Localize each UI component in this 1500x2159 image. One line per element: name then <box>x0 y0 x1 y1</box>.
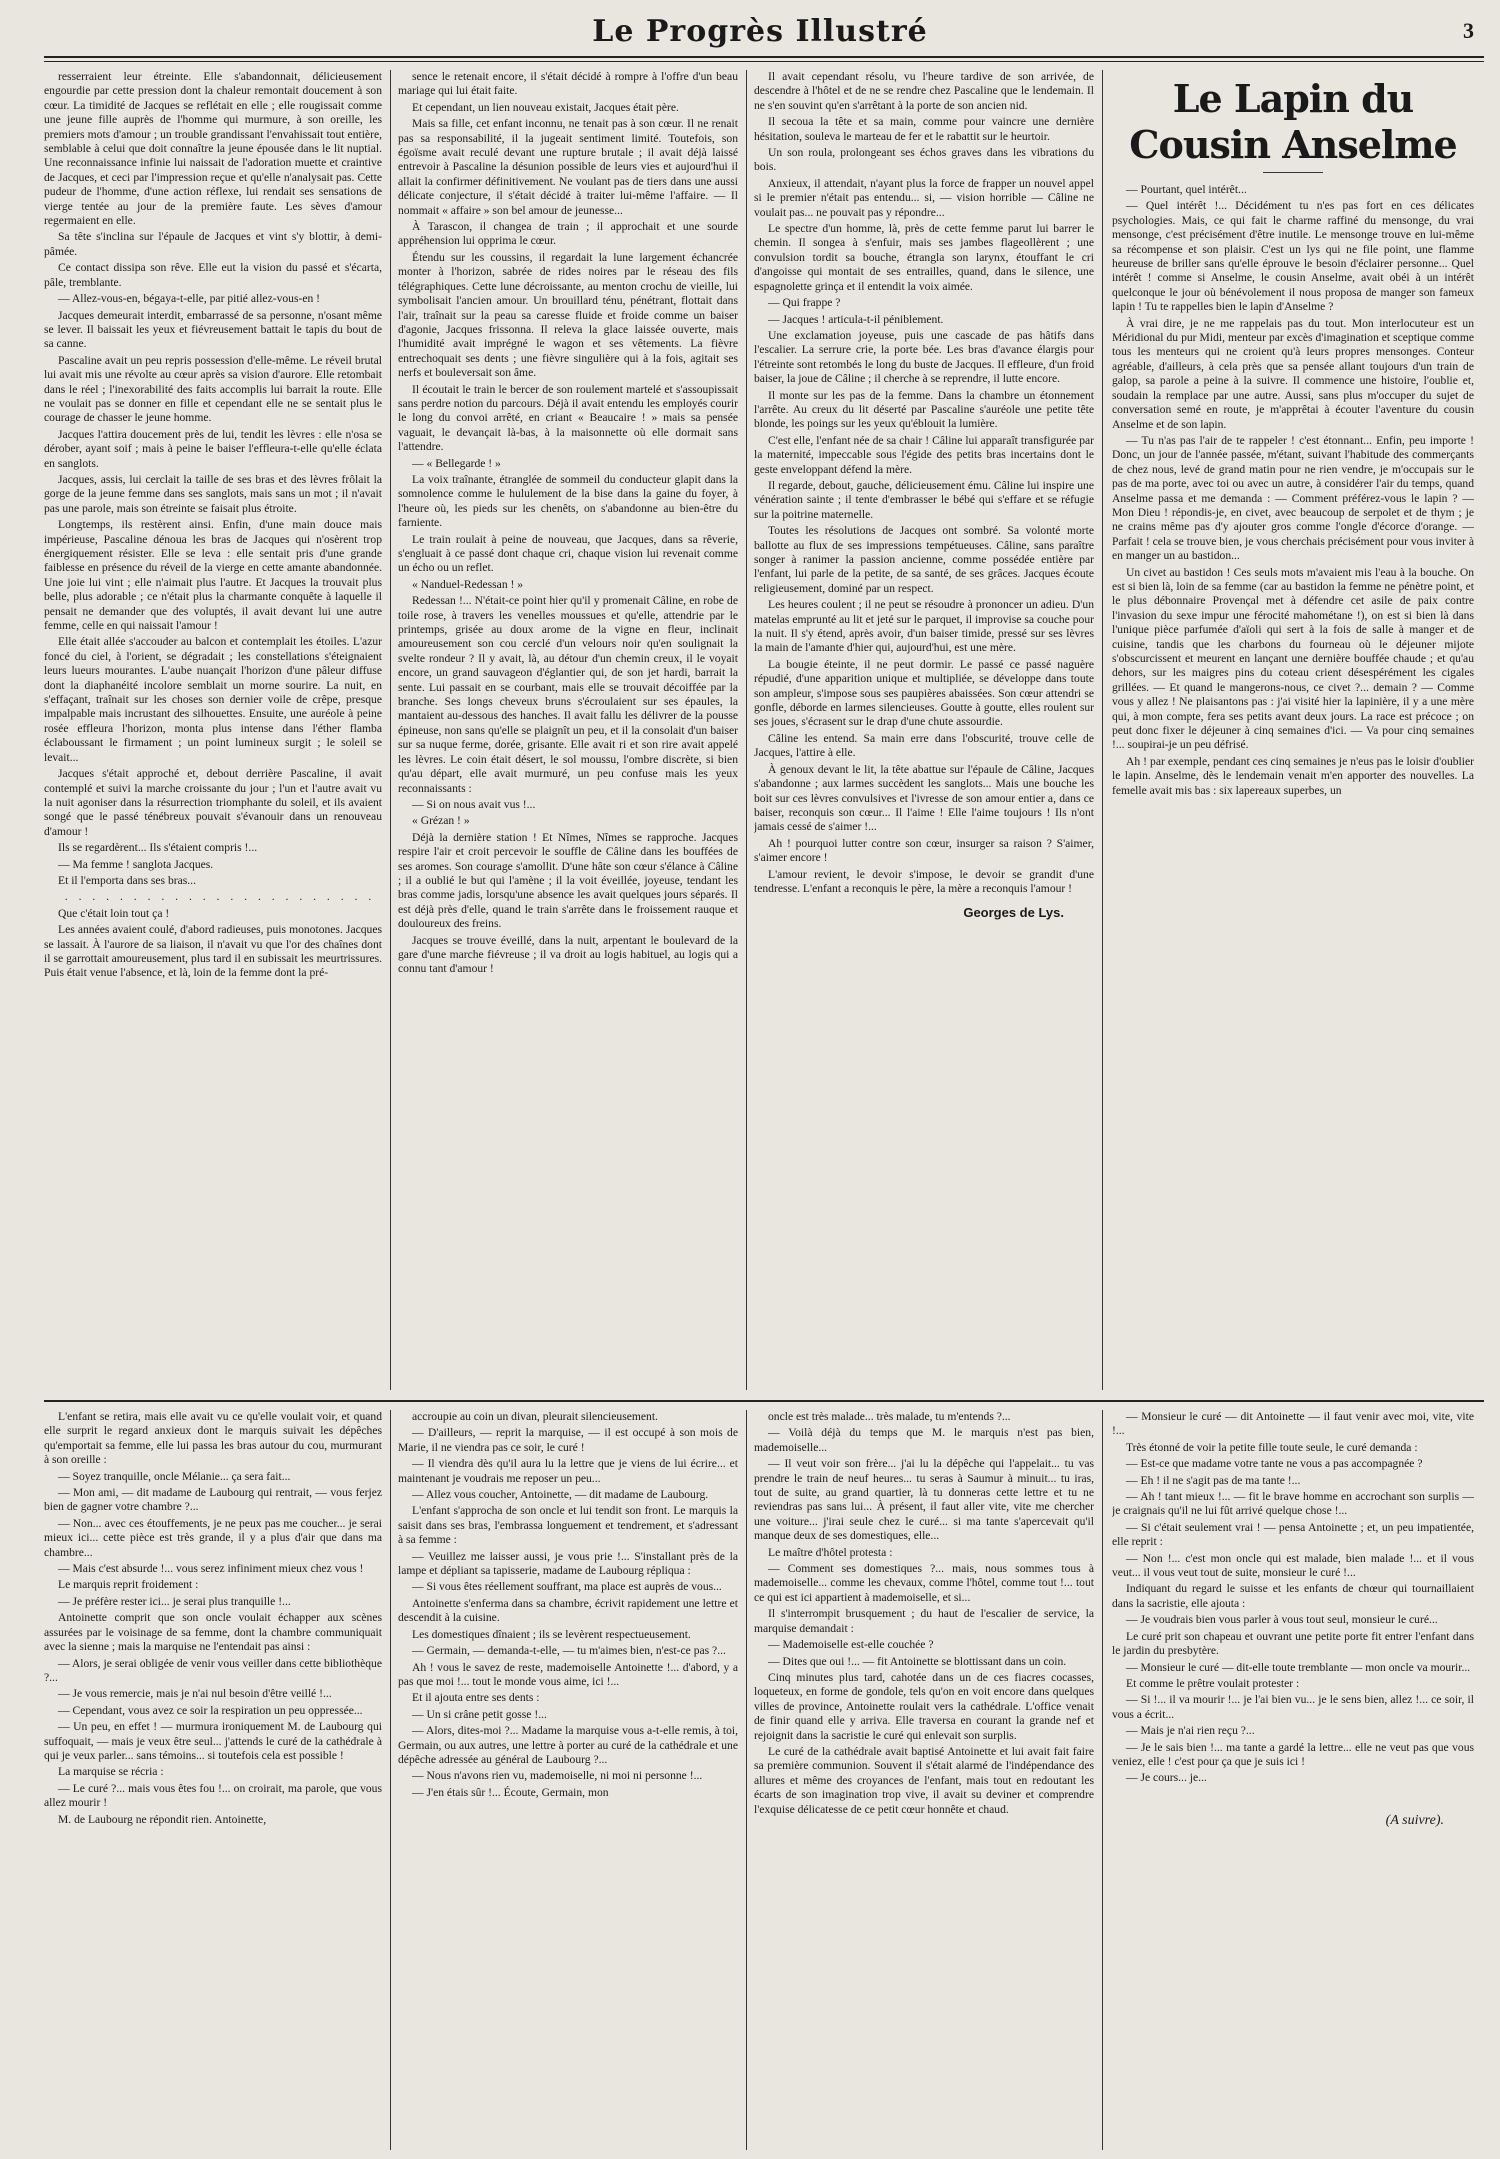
paragraph: — Alors, dites-moi ?... Madame la marquise vous a-t-elle remis, à toi, Germain, ou aux autres, une lettre à porter au curé de la cathédrale et une dépêche adressée au général de Laubourg ?... <box>398 1724 738 1766</box>
paragraph: Ils se regardèrent... Ils s'étaient compris !... <box>58 841 258 855</box>
paragraph: — Non... avec ces étouffements, je ne peux pas me coucher... je serai mieux ici... cette pièce est très grande, il y a plus d'air que dans ma chambre... <box>44 1516 382 1559</box>
paragraph: La bougie éteinte, il ne peut dormir. Le passé ce passé naguère répudié, d'une apparition unique et multipliée, se développe dans toute son ampleur, s'impose sous ses paupières abaissées. Son cœur attendri se gonfle, déborde en larmes silencieuses. Goutte à goutte, elles roulent sur ses joues, s'écrasent sur le drap d'une chute assourdie. <box>754 657 1094 729</box>
paragraph: — Allez-vous-en, bégaya-t-elle, par pitié allez-vous-en ! <box>58 292 321 306</box>
paragraph: Les domestiques dînaient ; ils se levèrent respectueusement. <box>412 1627 691 1641</box>
paragraph: Que c'était loin tout ça ! <box>58 906 170 920</box>
paragraph: — Il veut voir son frère... j'ai lu la dépêche qui l'appelait... tu vas prendre le train de neuf heures... tu seras à Saumur à minuit... tu iras, tout de suite, au grand quartier, là tu donneras cette lettre et tu ne reviendras pas sans lui... À présent, il faut aller vite, vite me chercher une voiture... j'irai seule chez le curé... si ma tante s'apercevait qu'il manque deux de ses domestiques, elle... <box>754 1457 1094 1543</box>
paragraph: Il secoua la tête et sa main, comme pour vaincre une dernière hésitation, souleva le marteau de fer et le rabattit sur le heurtoir. <box>754 115 1094 143</box>
paragraph: — Non !... c'est mon oncle qui est malade, bien malade !... et il vous veut... il vous veut tout de suite, monsieur le curé !... <box>1112 1551 1474 1580</box>
paragraph: Antoinette comprit que son oncle voulait échapper aux scènes assurées par le voisinage de sa femme, dont la chambre communiquait avec la sienne ; mais la marquise ne l'entendait pas ainsi : <box>44 1611 382 1654</box>
paragraph: — Si on nous avait vus !... <box>412 797 536 811</box>
paragraph: — Est-ce que madame votre tante ne vous a pas accompagnée ? <box>1126 1457 1423 1471</box>
paragraph: Le spectre d'un homme, là, près de cette femme parut lui barrer le chemin. Il songea à s'enfuir, mais ses jambes flageollèrent ; une convulsion tordit sa bouche, étrangla son larynx, étouffant le cri d'angoisse qui montait de ses entrailles, quand, dans le silence, une espagnolette grinça et il entendit la voix aimée. <box>754 222 1094 293</box>
top-rule-thin <box>44 61 1484 62</box>
paragraph: Le marquis reprit froidement : <box>58 1578 199 1592</box>
story-title: Le Lapin du Cousin Anselme <box>1129 76 1457 167</box>
lower-column-1 <box>44 1410 382 2150</box>
upper-column-1 <box>44 70 382 1390</box>
paragraph: L'amour revient, le devoir s'impose, le devoir se grandit d'une tendresse. L'enfant a reconquis le père, la mère a reconquis l'amour ! <box>754 867 1094 895</box>
paragraph: Pascaline avait un peu repris possession d'elle-même. Le réveil brutal lui avait mis une révolte au cœur après sa vision d'aurore. Elle retombait dans le réel ; l'inexorabilité des faits accomplis lui barrait la route. Elle ne voulait pas se donner en fille et cependant elle ne se sentait plus le courage de chasser le jeune homme. <box>44 353 382 425</box>
page-number: 3 <box>1463 18 1474 43</box>
paragraph: oncle est très malade... très malade, tu m'entends ?... <box>768 1410 1011 1423</box>
paragraph: Un civet au bastidon ! Ces seuls mots m'avaient mis l'eau à la bouche. On est si bien là, loin de sa femme (car au bastidon la femme ne pénètre point, et le plus débonnaire Provençal met à défendre cet asile de paix contre l'invasion du sexe impur une férocité mahométane !), on est si bien là dans l'unique pièce parfumée d'aïoli qui sert à la fois de salle à manger et de cuisine, tandis que les charbons du fourneau où le déjeuner mijote s'obscurcissent et meurent en lançant une dernière bouffée chaude ; et qu'au dehors, sur les maigres pins du coteau crient désespérément les cigales grillées. — Et quand le mangerons-nous, ce civet ?... demain ? — Comme vous y allez ! Ne plaisantons pas : j'ai visité hier la lapinière, il y a une mère qui, à mon compte, fera ses petits avant deux jours. La race est précoce ; on peut donc fixer le déjeuner à cinq semaines d'ici. — Va pour cinq semaines !... soupirai-je un peu défrisé. <box>1112 565 1474 752</box>
paragraph: resserraient leur étreinte. Elle s'abandonnait, délicieusement engourdie par cette pression dont la chaleur remontait doucement à son cœur. La timidité de Jacques se reflétait en elle ; elle rougissait comme une jeune fille auprès de l'homme qui murmure, à son oreille, les premiers mots d'amour ; un trouble grandissant l'envahissait tout entière, semblable à celui que doit connaître la jeune épousée dans le lit nuptial. Une reconnaissance infinie lui naissait de l'adoration muette et craintive de Jacques, et ceci par l'impression reçue et qu'elle n'analysait pas. Cette pudeur de l'homme, d'une action réflexe, lui rendait ses sensations de vierge tentée au jour de la première faute. Les sèves d'amour regermaient en elle. <box>44 70 382 228</box>
paragraph: — Le curé ?... mais vous êtes fou !... on croirait, ma parole, que vous allez mourir ! <box>44 1781 382 1810</box>
paragraph: Il avait cependant résolu, vu l'heure tardive de son arrivée, de descendre à l'hôtel et de ne se rendre chez Pascaline que le lendemain. Il ne s'en souvint qu'en s'arrêtant à la porte de son ancien nid. <box>754 70 1094 112</box>
paragraph: Et il l'emporta dans ses bras... <box>58 873 196 887</box>
paragraph: Sa tête s'inclina sur l'épaule de Jacques et vint s'y blottir, à demi-pâmée. <box>44 230 382 258</box>
paragraph: — Il viendra dès qu'il aura lu la lettre que je viens de lui écrire... et maintenant je voudrais me reposer un peu... <box>398 1457 738 1485</box>
paragraph: Jacques demeurait interdit, embarrassé de sa personne, n'osant même se lever. Il baissait les yeux et fiévreusement battait le tapis du bout de sa canne. <box>44 308 382 351</box>
paragraph: — Si c'était seulement vrai ! — pensa Antoinette ; et, un peu impatientée, elle reprit : <box>1112 1520 1474 1549</box>
paragraph: — Monsieur le curé — dit-elle toute tremblante — mon oncle va mourir... <box>1126 1660 1471 1674</box>
paragraph: Elle était allée s'accouder au balcon et contemplait les étoiles. L'azur foncé du ciel, à l'orient, se dégradait ; les constellations s'éteignaient leurs lueurs mourantes. L'aube nuançait l'horizon d'une pâleur diffuse dont la diaphanéité incolore semblait un morne sourire. La nuit, en s'effaçant, traînait sur les choses son dernier voile de crêpe, presque impalpable mais incrustant des silhouettes. Ensuite, une auréole à peine rosée effleura l'horizon, monta plus intense dans l'éther flamba éclaboussant le firmament ; un point lumineux surgit ; le soleil se levait... <box>44 635 382 764</box>
paragraph: L'enfant s'approcha de son oncle et lui tendit son front. Le marquis la saisit dans ses bras, l'embrassa longuement et tendrement, et s'adressant à sa femme : <box>398 1504 738 1547</box>
paragraph: Et cependant, un lien nouveau existait, Jacques était père. <box>412 100 679 114</box>
paragraph: — Mais je n'ai rien reçu ?... <box>1126 1724 1255 1738</box>
paragraph: — Pourtant, quel intérêt... <box>1126 183 1247 196</box>
paragraph: sence le retenait encore, il s'était décidé à rompre à l'offre d'un beau mariage qui lui était faite. <box>398 70 738 98</box>
column-divider <box>1102 70 1103 1390</box>
paragraph: Jacques s'était approché et, debout derrière Pascaline, il avait contemplé et suivi la marche croissante du jour ; l'un et l'autre avait vu la nuit agoniser dans la résurrection triomphante du soleil, et ils avaient songé que le passé ténébreux pouvait s'évanouir dans un renouveau d'amour ! <box>44 767 382 838</box>
paragraph: Ah ! vous le savez de reste, mademoiselle Antoinette !... d'abord, y a pas que moi !... tout le monde vous aime, ici !... <box>398 1660 738 1688</box>
paragraph: Antoinette s'enferma dans sa chambre, écrivit rapidement une lettre et descendit à la cuisine. <box>398 1596 738 1625</box>
paragraph: « Nanduel-Redessan ! » <box>412 577 524 591</box>
paragraph: Jacques se trouve éveillé, dans la nuit, arpentant le boulevard de la gare d'une marche fiévreuse ; il va droit au logis habituel, au logis qui a connu tant d'amour ! <box>398 933 738 976</box>
paragraph: — Je préfère rester ici... je serai plus tranquille !... <box>58 1594 291 1608</box>
paragraph: — Alors, je serai obligée de venir vous veiller dans cette bibliothèque ?... <box>44 1656 382 1684</box>
paragraph: — Un si crâne petit gosse !... <box>412 1707 547 1721</box>
paragraph: — Germain, — demanda-t-elle, — tu m'aimes bien, n'est-ce pas ?... <box>412 1644 726 1658</box>
paragraph: — D'ailleurs, — reprit la marquise, — il est occupé à son mois de Marie, il ne viendra pas ce soir, le curé ! <box>398 1426 738 1454</box>
paragraph: — Veuillez me laisser aussi, je vous prie !... S'installant près de la lampe et dépliant sa tapisserie, madame de Laubourg répliqua : <box>398 1549 738 1578</box>
paragraph: La marquise se récria : <box>58 1765 164 1779</box>
paragraph: Une exclamation joyeuse, puis une cascade de pas hâtifs dans l'escalier. La serrure crie, la porte bée. Les bras d'avance élargis pour l'étreinte sont retombés le long du buste de Jacques. Il effleure, d'un froid baiser, la joue de Câline ; il cherche à se reprendre, il lutte encore. <box>754 328 1094 386</box>
paragraph: — Quel intérêt !... Décidément tu n'es pas fort en ces délicates psychologies. Mais, ce qui fait le charme raffiné du mensonge, du vrai mensonge, c'est précisément d'être inutile. Le mensonge trouve en lui-même sa récompense et son plaisir. C'est un lys qui ne file point, une flamme heureuse de briller sans qu'elle éprouve le besoin d'éclairer personne... Quel intérêt ! comme si Anselme, le cousin Anselme, avait obéi à un intérêt quelconque le jour où bénévolement il nous proposa de manger son fameux lapin ! Tu te rappelles bien le lapin d'Anselme ? <box>1112 199 1474 314</box>
paragraph: — Mademoiselle est-elle couchée ? <box>768 1638 934 1652</box>
paragraph: Il regarde, debout, gauche, délicieusement ému. Câline lui inspire une vénération sainte ; il tente d'embrasser le bébé qui s'effare et se réfugie sur la poitrine maternelle. <box>754 478 1094 521</box>
paragraph: — « Bellegarde ! » <box>412 456 501 470</box>
paragraph: — Jacques ! articula-t-il péniblement. <box>768 312 944 326</box>
paragraph: Déjà la dernière station ! Et Nîmes, Nîmes se rapproche. Jacques respire l'air et croit percevoir le souffle de Câline dans les bouffées de ses aromes. Son courage s'amollit. D'une hâte son cœur s'élance à Câline ; il a oublié le but qui l'amène ; il la voit éveillée, joyeuse, tendant les bras comme jadis, lorsqu'une absence les avait quelques jours séparés. Il est déjà près d'elle, quand le train s'arrête dans le froissement rauque et douloureux des freins. <box>398 830 738 931</box>
upper-column-2 <box>398 70 738 1390</box>
paragraph: — Un peu, en effet ! — murmura ironiquement M. de Laubourg qui suffoquait, — mais je veux être seul... j'attends le curé de la cathédrale à qui je veux parler... sans témoins... si toutefois cela est possible ! <box>44 1720 382 1762</box>
paragraph: Les heures coulent ; il ne peut se résoudre à prononcer un adieu. D'un matelas emprunté au lit et jeté sur le parquet, il improvise sa couche pour la nuit. Il s'y étend, après avoir, d'un baiser timide, pressé sur ses lèvres la main de l'amante d'hier qui, aujourd'hui, est une mère. <box>754 598 1094 655</box>
paragraph: À Tarascon, il changea de train ; il approchait et une sourde appréhension lui opprima le cœur. <box>398 220 738 248</box>
paragraph: À genoux devant le lit, la tête abattue sur l'épaule de Câline, Jacques s'abandonne ; aux larmes succèdent les sanglots... Mais une bouche les boit sur ces lèvres convulsives et l'ivresse de son amour entier a, dans ce baiser, reconquis son cœur... Il l'aime ! Elle l'aime toujours ! Ils n'ont jamais cessé de s'aimer !... <box>754 762 1094 834</box>
paragraph: Anxieux, il attendait, n'ayant plus la force de frapper un nouvel appel si le premier n'était pas entendu... si, — vision horrible — Câline ne voulait pas... ne pouvait pas y répondre... <box>754 176 1094 219</box>
column-divider <box>746 1410 747 2150</box>
column-divider <box>746 70 747 1390</box>
paragraph: — Je voudrais bien vous parler à vous tout seul, monsieur le curé... <box>1126 1613 1438 1627</box>
upper-column-3 <box>754 70 1094 1390</box>
paragraph: Un son roula, prolongeant ses échos graves dans les vibrations du bois. <box>754 146 1094 174</box>
column-divider <box>390 70 391 1390</box>
paragraph: — Je vous remercie, mais je n'ai nul besoin d'être veillé !... <box>58 1687 332 1701</box>
paragraph: M. de Laubourg ne répondit rien. Antoinette, <box>58 1812 267 1826</box>
paragraph: — Soyez tranquille, oncle Mélanie... ça sera fait... <box>58 1469 291 1483</box>
upper-column-4 <box>1112 70 1474 1390</box>
paragraph: Et comme le prêtre voulait protester : <box>1126 1676 1300 1690</box>
paragraph: — Ma femme ! sanglota Jacques. <box>58 857 214 871</box>
paragraph: Longtemps, ils restèrent ainsi. Enfin, d'une main douce mais impérieuse, Pascaline dénoua les bras de Jacques qui n'osèrent trop énergiquement résister. Elle se leva : elle sentait pris d'une grande faiblesse en présence du réveil de la vierge en cette amante abandonnée. Une joie lui vint ; elle n'aimait plus l'autre. Et Jacques la trouvait plus belle, plus adorable ; ce n'était plus la charmante conquête à laquelle il pensait ne demander que des voluptés, il avait devant lui une autre femme, celle en qui naissait l'amour ! <box>44 518 382 633</box>
paragraph: — Voilà déjà du temps que M. le marquis n'est pas bien, mademoiselle... <box>754 1426 1094 1454</box>
author-signature: Georges de Lys. <box>963 905 1064 921</box>
paragraph: — Tu n'as pas l'air de te rappeler ! c'est étonnant... Enfin, peu importe ! Donc, un jour de l'année passée, m'étant, suivant l'habitude des commerçants de chez nous, levé de grand matin pour ne rien vendre, je m'occupais sur le pas de ma porte, avec toi ou avec un autre, à considérer l'air du temps, quand Anselme passa et me demanda : — Comment préférez-vous le lapin ? — Mon Dieu ! répondis-je, en civet, avec beaucoup de serpolet et de thym ; je ne crains même pas d'y ajouter gros comme l'ongle d'écorce d'orange. — Parfait ! cela se trouve bien, je vous cherchais précisément pour vous inviter à en manger un au bastidon... <box>1112 433 1474 563</box>
paragraph: Ce contact dissipa son rêve. Elle eut la vision du passé et s'écarta, pâle, tremblante. <box>44 261 382 289</box>
paragraph: — Comment ses domestiques ?... mais, nous sommes tous à mademoiselle... comme les chevaux, comme l'hôtel, comme tout !... tout ce qui est ici appartient à mademoiselle, et si... <box>754 1562 1094 1604</box>
paragraph: À vrai dire, je ne me rappelais pas du tout. Mon interlocuteur est un Méridional du pur Midi, menteur par excès d'imagination et sceptique comme tous les menteurs qui ne croient qu'à leurs propres mensonges. Conteur agréable, d'ailleurs, à cela près que sa pensée allant toujours d'un train de galop, sa parole a peine à la suivre. Il commence une histoire, l'oublie et, soudain la remplace par une autre. Aussi, sans plus m'occuper du sujet de conversation semé en route, je m'apprêtai à écouter l'aventure du cousin Anselme et de son lapin. <box>1112 316 1474 431</box>
lower-column-2 <box>398 1410 738 2150</box>
paragraph: Il écoutait le train le bercer de son roulement martelé et s'assoupissait sans perdre notion du parcours. Déjà il avait entendu les employés courir le long du convoi arrêté, en criant « Beaucaire ! » mais sa pensée vaguait, le devançait là-bas, à la maisonnette où elle dormait sans l'attendre. <box>398 382 738 454</box>
paragraph: Mais sa fille, cet enfant inconnu, ne tenait pas à son cœur. Il ne renait pas sa responsabilité, il la jugeait sentiment limité. Toutefois, son égoïsme avait reculé devant une rupture brutale ; il avait déjà laissé entrevoir à Pascaline la désunion possible de leurs vies et aujourd'hui il allait la confirmer définitivement. Ne voulant pas de tiers dans une aussi délicate conjecture, il s'était décidé à traiter lui-même l'affaire. — Il nommait « affaire » son bel amour de jeunesse... <box>398 117 738 217</box>
paragraph: C'est elle, l'enfant née de sa chair ! Câline lui apparaît transfigurée par la maternité, impeccable sous l'égide des petits bras incertains dont le geste enveloppant défend la mère. <box>754 433 1094 476</box>
paragraph: Étendu sur les coussins, il regardait la lune largement échancrée monter à l'horizon, sabrée de rides noires par le réseau des fils télégraphiques. Cette lune décroissante, au menton crochu de vieille, lui symbolisait l'ancien amour. Un brouillard ténu, pénétrant, flottait dans l'air, traînait sur la peau sa caresse fluide et froide comme un baiser d'agonie, Jacques frissonna. Il releva la glace laissée ouverte, mais l'humidité avait imprégné le wagon et ses vêtements. La fièvre entrechoquait ses dents ; une fièvre singulière qui à la fois, agitait ses nerfs et bouleversait son âme. <box>398 250 738 380</box>
paragraph: Et il ajouta entre ses dents : <box>412 1691 540 1705</box>
paragraph: — Eh ! il ne s'agit pas de ma tante !... <box>1126 1473 1301 1487</box>
paragraph: Les années avaient coulé, d'abord radieuses, puis monotones. Jacques se lassait. À l'aurore de sa liaison, il n'avait vu que l'or des chaînes dont il se garrottait amoureusement, plus tard il en subissait les meurtrissures. Puis était venue l'absence, et là, loin de la femme dont la pré- <box>44 923 382 980</box>
paragraph: Indiquant du regard le suisse et les enfants de chœur qui tournaillaient dans la sacristie, elle ajouta : <box>1112 1582 1474 1610</box>
paragraph: Cinq minutes plus tard, cahotée dans un de ces fiacres cocasses, loqueteux, en forme de gondole, tels qu'on en voit encore dans quelques villes de province, Antoinette roulait vers la cathédrale. L'office venait de finir quand elle y arriva. Elle traversa en courant la grande nef et rejoignit dans la sacristie le curé qui enlevait son surplis. <box>754 1670 1094 1742</box>
paragraph: La voix traînante, étranglée de sommeil du conducteur glapit dans la somnolence comme le hululement de la bise dans la gaine du foyer, à l'heure où, les pieds sur les chenêts, on s'abandonne au bien-être du farniente. <box>398 472 738 530</box>
paragraph: accroupie au coin un divan, pleurait silencieusement. <box>412 1410 658 1423</box>
paragraph: — Allez vous coucher, Antoinette, — dit madame de Laubourg. <box>412 1488 709 1502</box>
paragraph: . . . . . . . . . . . . . . . . . . . . . . . <box>64 890 376 904</box>
section-divider <box>44 1400 1484 1402</box>
paragraph: Jacques, assis, lui cerclait la taille de ses bras et des lèvres frôlait la gorge de la jeune femme dans ses sanglots, mais sans un mot ; il n'avait pas une parole, mais son étreinte se faisait plus étroite. <box>44 472 382 515</box>
column-divider <box>1102 1410 1103 2150</box>
paragraph: — Nous n'avons rien vu, mademoiselle, ni moi ni personne !... <box>412 1769 703 1783</box>
paragraph: Redessan !... N'était-ce point hier qu'il y promenait Câline, en robe de toile rose, à travers les venelles moussues et qu'elle, attendrie par le printemps, grisée au doux arome de la vigne en fleur, inclinait amoureusement son cou cerclé d'un velours noir qu'en soulignait la svelte rondeur ? Il y avait, là, au détour d'un chemin creux, il le voyait encore, un grand sauvageon d'églantier qui, de son jet hardi, barrait la sente. Lui passait en se courbant, mais elle se trouvait décoiffée par la branche. Ses longs cheveux bruns s'écroulaient sur ses épaules, la mantaient au-dessous des hanches. Il avait fallu les délivrer de la pousse épineuse, non sans qu'elle se plaignît un peu, et il la consolait d'un baiser sur sa nuque ferme, dorée, grisante. Elle avait ri et son rire avait appelé les lèvres. Le coin était désert, le sol moussu, l'ombre discrète, si bien qu'au départ, elle avait murmuré, un peu confuse mais les yeux reconnaissants : <box>398 594 738 795</box>
paragraph: — J'en étais sûr !... Écoute, Germain, mon <box>412 1785 609 1799</box>
paragraph: — Ah ! tant mieux !... — fit le brave homme en accrochant son surplis — je craignais qu'il ne lui fût arrivé quelque chose !... <box>1112 1490 1474 1518</box>
paragraph: — Qui frappe ? <box>768 296 841 310</box>
paragraph: Il monte sur les pas de la femme. Dans la chambre un étonnement l'arrête. Au creux du lit déserté par Pascaline s'auréole une petite tête blonde, les poings sur les yeux qu'éblouit la lumière. <box>754 388 1094 431</box>
paragraph: Ah ! pourquoi lutter contre son cœur, insurger sa raison ? S'aimer, s'aimer encore ! <box>754 836 1094 865</box>
masthead <box>40 14 1480 54</box>
top-rule <box>44 56 1484 58</box>
paragraph: Jacques l'attira doucement près de lui, tendit les lèvres : elle n'osa se dérober, ayant soif ; mais à peine le baiser l'effleura-t-elle qu'elle éclata en sanglots. <box>44 427 382 470</box>
paragraph: — Si vous êtes réellement souffrant, ma place est auprès de vous... <box>412 1580 722 1594</box>
paragraph: Ah ! par exemple, pendant ces cinq semaines je n'eus pas le loisir d'oublier le lapin. Anselme, dès le lendemain venait m'en apporter des nouvelles. La femelle avait mis bas : six lapereaux superbes, un <box>1112 754 1474 797</box>
paragraph: — Dites que oui !... — fit Antoinette se blottissant dans un coin. <box>768 1654 1067 1668</box>
paragraph: — Je le sais bien !... ma tante a gardé la lettre... elle ne veut pas que vous veniez, elle ! c'est pour ça que je suis ici ! <box>1112 1740 1474 1768</box>
paragraph: — Mais c'est absurde !... vous serez infiniment mieux chez vous ! <box>58 1562 364 1576</box>
paragraph: — Mon ami, — dit madame de Laubourg qui rentrait, — vous ferjez bien de gagner votre chambre ?... <box>44 1486 382 1514</box>
paragraph: Le train roulait à peine de nouveau, que Jacques, dans sa rêverie, s'engluait à ce passé dont chaque cri, chaque vision lui revenait comme un écho ou un reflet. <box>398 532 738 575</box>
paragraph: Câline les entend. Sa main erre dans l'obscurité, trouve celle de Jacques, l'attire à elle. <box>754 731 1094 760</box>
paragraph: Le maître d'hôtel protesta : <box>768 1545 893 1559</box>
paragraph: « Grézan ! » <box>412 814 470 828</box>
lower-column-3 <box>754 1410 1094 2150</box>
paragraph: Il s'interrompit brusquement ; du haut de l'escalier de service, la marquise demandait : <box>754 1607 1094 1635</box>
paragraph: — Si !... il va mourir !... je l'ai bien vu... je le sens bien, allez !... ce soir, il vous a écrit... <box>1112 1693 1474 1721</box>
paragraph: — Cependant, vous avez ce soir la respiration un peu oppressée... <box>58 1703 363 1717</box>
paragraph: Toutes les résolutions de Jacques ont sombré. Sa volonté morte ballotte au flux de ses impressions tempétueuses. Câline, sans paraître songer à ranimer la passion ancienne, comme possédée entière par l'enfant, lui parle de la petite, de sa santé, de ses grâces. Jacques écoute religieusement, dominé par un respect. <box>754 524 1094 595</box>
to-be-continued: (A suivre). <box>1385 1812 1444 1828</box>
paragraph: Le curé de la cathédrale avait baptisé Antoinette et lui avait fait faire sa première communion. Souvent il s'était alarmé de l'indépendance des allures et même des croyances de l'enfant, mais tout en redoutant les écarts de son imagination trop vive, il avait su deviner et comprendre l'exquise délicatesse de ce petit cœur honnête et chaud. <box>754 1744 1094 1816</box>
newspaper-title: Le Progrès Illustré <box>592 14 928 49</box>
paragraph: Le curé prit son chapeau et ouvrant une petite porte fit entrer l'enfant dans le jardin du presbytère. <box>1112 1629 1474 1658</box>
paragraph: Très étonné de voir la petite fille toute seule, le curé demanda : <box>1126 1440 1418 1454</box>
paragraph: — Monsieur le curé — dit Antoinette — il faut venir avec moi, vite, vite !... <box>1112 1410 1474 1438</box>
paragraph: L'enfant se retira, mais elle avait vu ce qu'elle voulait voir, et quand elle surprit le regard anxieux dont le marquis suivait les dépêches qu'emportait sa femme, elle lui passa les bras autour du cou, murmurant à son oreille : <box>44 1410 382 1467</box>
column-divider <box>390 1410 391 2150</box>
title-separator <box>1263 172 1323 173</box>
paragraph: — Je cours... je... <box>1126 1771 1207 1785</box>
lower-column-4 <box>1112 1410 1474 2150</box>
